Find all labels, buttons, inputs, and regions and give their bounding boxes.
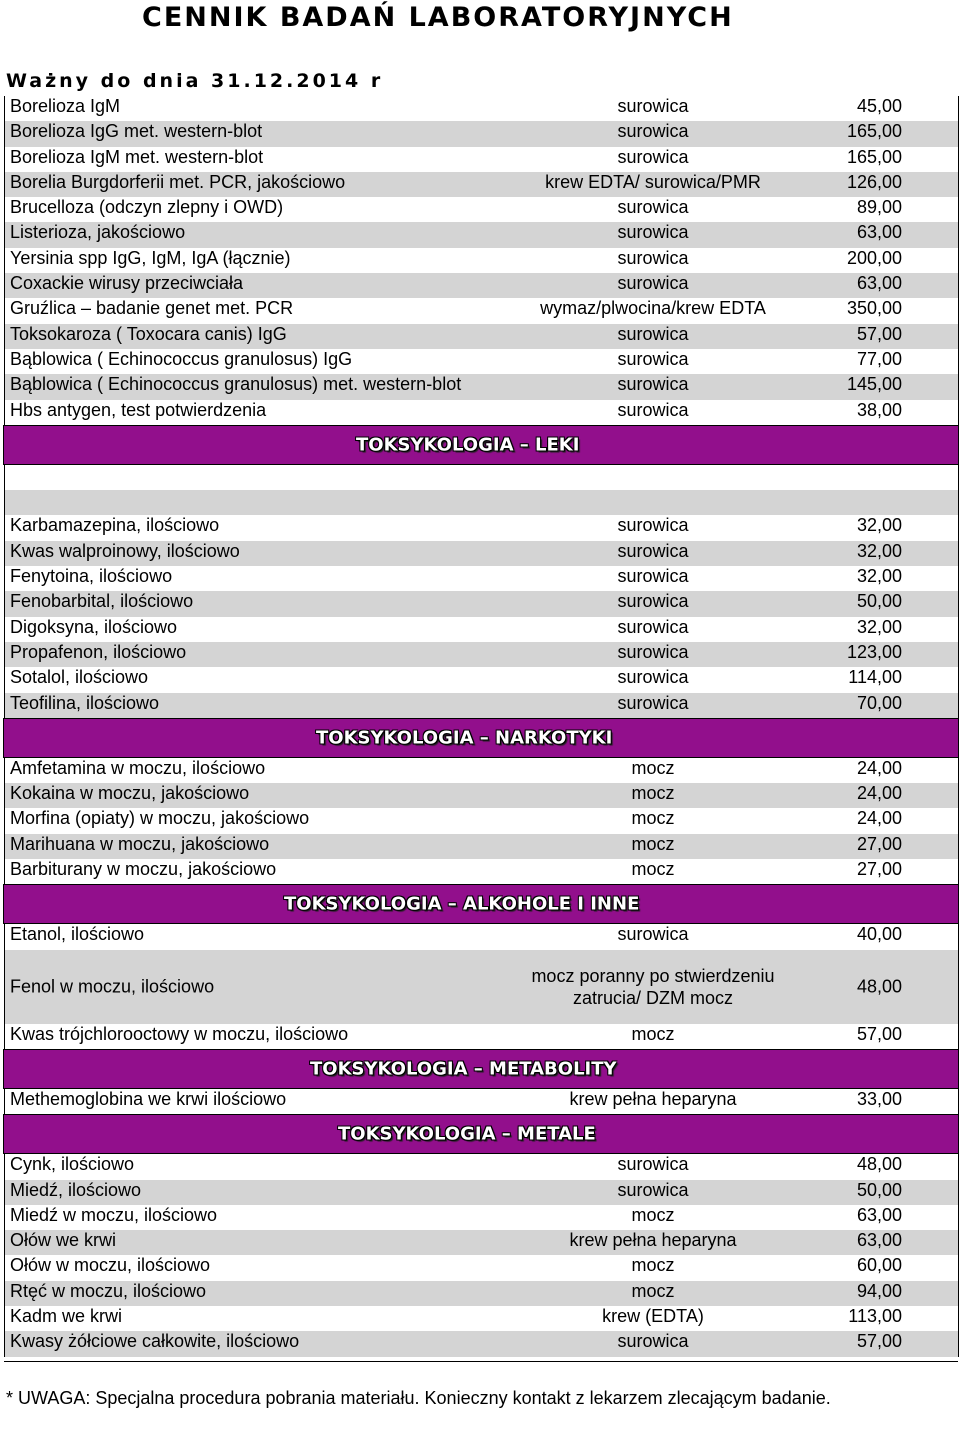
- price: 27,00: [856, 859, 902, 880]
- table-row: [4, 950, 958, 1024]
- table-row: [4, 349, 958, 374]
- section-title: TOKSYKOLOGIA – NARKOTYKI: [316, 727, 613, 749]
- test-name: Cynk, ilościowo: [10, 1154, 135, 1175]
- test-name: Ołów w moczu, ilościowo: [10, 1255, 211, 1276]
- sample-material: surowica: [617, 247, 689, 268]
- test-name: Borelioza IgG met. western-blot: [10, 121, 263, 142]
- sample-material: surowica: [617, 1179, 689, 1200]
- price: 24,00: [856, 757, 902, 778]
- sample-material: surowica: [617, 591, 689, 612]
- section-title: TOKSYKOLOGIA – METALE: [338, 1123, 596, 1145]
- table-row: [4, 1230, 958, 1255]
- price-table: [4, 96, 959, 1357]
- page-title: CENNIK BADAŃ LABORATORYJNYCH: [142, 2, 734, 33]
- sample-material: krew pełna heparyna: [569, 1088, 737, 1109]
- price: 57,00: [856, 1331, 902, 1352]
- table-row: [4, 541, 958, 566]
- sample-material: surowica: [617, 566, 689, 587]
- price: 114,00: [848, 667, 902, 688]
- table-row: [4, 147, 958, 172]
- table-row: [4, 1024, 958, 1049]
- price: 77,00: [856, 348, 902, 369]
- sample-material: surowica: [617, 1154, 689, 1175]
- price: 57,00: [856, 323, 902, 344]
- blank-row: [4, 490, 958, 515]
- table-row: [4, 273, 958, 298]
- section-header: [3, 718, 959, 758]
- price: 48,00: [856, 976, 902, 997]
- price: 165,00: [846, 121, 902, 142]
- sample-material: wymaz/plwocina/krew EDTA: [540, 298, 766, 319]
- sample-material: mocz: [631, 1255, 675, 1276]
- price: 63,00: [856, 1230, 902, 1251]
- section-header: [3, 1049, 959, 1089]
- section-title: TOKSYKOLOGIA – LEKI: [356, 434, 580, 456]
- table-row: [4, 859, 958, 884]
- test-name: Fenol w moczu, ilościowo: [10, 976, 215, 997]
- price: 63,00: [856, 1204, 902, 1225]
- test-name: Miedź w moczu, ilościowo: [10, 1204, 218, 1225]
- sample-material: surowica: [617, 692, 689, 713]
- sample-material: mocz: [631, 859, 675, 880]
- price: 145,00: [846, 374, 902, 395]
- table-row: [4, 783, 958, 808]
- test-name: Karbamazepina, ilościowo: [10, 515, 220, 536]
- sample-material: surowica: [617, 96, 689, 116]
- table-row: [4, 1180, 958, 1205]
- test-name: Yersinia spp IgG, IgM, IgA (łącznie): [10, 247, 291, 268]
- test-name: Listerioza, jakościowo: [10, 222, 186, 243]
- price: 38,00: [856, 399, 902, 420]
- price: 45,00: [856, 96, 902, 116]
- price: 350,00: [846, 298, 902, 319]
- test-name: Miedź, ilościowo: [10, 1179, 142, 1200]
- sample-material: surowica: [617, 540, 689, 561]
- test-name: Methemoglobina we krwi ilościowo: [10, 1088, 287, 1109]
- sample-material: surowica: [617, 374, 689, 395]
- test-name: Fenytoina, ilościowo: [10, 566, 173, 587]
- test-name: Sotalol, ilościowo: [10, 667, 149, 688]
- table-row: [4, 1281, 958, 1306]
- blank-row: [4, 465, 958, 490]
- test-name: Teofilina, ilościowo: [10, 692, 160, 713]
- table-row: [4, 642, 958, 667]
- test-name: Kwasy żółciowe całkowite, ilościowo: [10, 1331, 300, 1352]
- test-name: Brucelloza (odczyn zlepny i OWD): [10, 197, 284, 218]
- table-row: [4, 298, 958, 323]
- table-row: [4, 693, 958, 718]
- price: 89,00: [856, 197, 902, 218]
- table-row: [4, 1255, 958, 1280]
- price: 165,00: [846, 146, 902, 167]
- sample-material: surowica: [617, 399, 689, 420]
- test-name: Kokaina w moczu, jakościowo: [10, 783, 250, 804]
- test-name: Amfetamina w moczu, ilościowo: [10, 757, 266, 778]
- sample-material: surowica: [617, 121, 689, 142]
- section-header: [3, 1114, 959, 1154]
- table-row: [4, 374, 958, 399]
- sample-material: mocz: [631, 1204, 675, 1225]
- sample-material: mocz poranny po stwierdzeniu zatrucia/ DZM mocz: [531, 965, 775, 1008]
- footer-divider: [4, 1361, 958, 1362]
- sample-material: surowica: [617, 667, 689, 688]
- table-row: [4, 1089, 958, 1114]
- table-row: [4, 591, 958, 616]
- sample-material: surowica: [617, 616, 689, 637]
- table-row: [4, 834, 958, 859]
- price: 32,00: [856, 566, 902, 587]
- sample-material: surowica: [617, 924, 689, 945]
- test-name: Kwas trójchlorooctowy w moczu, ilościowo: [10, 1023, 349, 1044]
- price: 94,00: [856, 1280, 902, 1301]
- price: 50,00: [856, 591, 902, 612]
- table-row: [4, 1154, 958, 1179]
- price: 32,00: [856, 616, 902, 637]
- test-name: Morfina (opiaty) w moczu, jakościowo: [10, 808, 310, 829]
- table-row: [4, 808, 958, 833]
- sample-material: surowica: [617, 1331, 689, 1352]
- test-name: Kadm we krwi: [10, 1305, 123, 1326]
- table-row: [4, 121, 958, 146]
- table-row: [4, 172, 958, 197]
- price: 63,00: [856, 273, 902, 294]
- sample-material: mocz: [631, 808, 675, 829]
- test-name: Borelioza IgM: [10, 96, 121, 116]
- table-row: [4, 1205, 958, 1230]
- test-name: Ołów we krwi: [10, 1230, 117, 1251]
- price: 27,00: [856, 833, 902, 854]
- sample-material: mocz: [631, 833, 675, 854]
- section-title: TOKSYKOLOGIA – METABOLITY: [310, 1058, 617, 1080]
- price: 33,00: [856, 1088, 902, 1109]
- sample-material: surowica: [617, 273, 689, 294]
- price: 40,00: [856, 924, 902, 945]
- test-name: Digoksyna, ilościowo: [10, 616, 178, 637]
- sample-material: surowica: [617, 515, 689, 536]
- sample-material: surowica: [617, 323, 689, 344]
- sample-material: surowica: [617, 348, 689, 369]
- table-row: [4, 566, 958, 591]
- table-row: [4, 197, 958, 222]
- test-name: Coxackie wirusy przeciwciała: [10, 273, 244, 294]
- sample-material: surowica: [617, 197, 689, 218]
- sample-material: krew (EDTA): [602, 1305, 704, 1326]
- section-header: [3, 884, 959, 924]
- test-name: Bąblowica ( Echinococcus granulosus) IgG: [10, 348, 353, 369]
- table-row: [4, 924, 958, 949]
- test-name: Fenobarbital, ilościowo: [10, 591, 194, 612]
- table-row: [4, 515, 958, 540]
- test-name: Bąblowica ( Echinococcus granulosus) met. western-blot: [10, 374, 462, 395]
- price: 113,00: [848, 1305, 902, 1326]
- price: 126,00: [846, 171, 902, 192]
- table-row: [4, 400, 958, 425]
- sample-material: mocz: [631, 757, 675, 778]
- sample-material: mocz: [631, 1280, 675, 1301]
- table-row: [4, 222, 958, 247]
- test-name: Marihuana w moczu, jakościowo: [10, 833, 270, 854]
- table-row: [4, 324, 958, 349]
- test-name: Borelia Burgdorferii met. PCR, jakościowo: [10, 171, 346, 192]
- price: 32,00: [856, 540, 902, 561]
- test-name: Borelioza IgM met. western-blot: [10, 146, 264, 167]
- test-name: Hbs antygen, test potwierdzenia: [10, 399, 267, 420]
- table-row: [4, 1306, 958, 1331]
- test-name: Etanol, ilościowo: [10, 924, 145, 945]
- sample-material: surowica: [617, 222, 689, 243]
- test-name: Rtęć w moczu, ilościowo: [10, 1280, 207, 1301]
- test-name: Gruźlica – badanie genet met. PCR: [10, 298, 294, 319]
- test-name: Barbiturany w moczu, jakościowo: [10, 859, 277, 880]
- table-row: [4, 617, 958, 642]
- price: 60,00: [856, 1255, 902, 1276]
- table-row: [4, 96, 958, 121]
- test-name: Kwas walproinowy, ilościowo: [10, 540, 240, 561]
- price: 24,00: [856, 783, 902, 804]
- price: 123,00: [846, 641, 902, 662]
- price: 32,00: [856, 515, 902, 536]
- table-row: [4, 758, 958, 783]
- price: 63,00: [856, 222, 902, 243]
- footnote: * UWAGA: Specjalna procedura pobrania materiału. Konieczny kontakt z lekarzem zlecającym badanie.: [6, 1388, 831, 1408]
- table-row: [4, 248, 958, 273]
- price: 57,00: [856, 1023, 902, 1044]
- sample-material: krew pełna heparyna: [569, 1230, 737, 1251]
- section-title: TOKSYKOLOGIA – ALKOHOLE I INNE: [284, 893, 640, 915]
- test-name: Propafenon, ilościowo: [10, 641, 187, 662]
- sample-material: mocz: [631, 1023, 675, 1044]
- table-row: [4, 1331, 958, 1356]
- sample-material: mocz: [631, 783, 675, 804]
- price: 48,00: [856, 1154, 902, 1175]
- price: 70,00: [856, 692, 902, 713]
- sample-material: surowica: [617, 146, 689, 167]
- section-header: [3, 425, 959, 465]
- table-row: [4, 667, 958, 692]
- valid-until: Ważny do dnia 31.12.2014 r: [6, 70, 384, 92]
- price: 200,00: [846, 247, 902, 268]
- sample-material: surowica: [617, 641, 689, 662]
- price: 50,00: [856, 1179, 902, 1200]
- test-name: Toksokaroza ( Toxocara canis) IgG: [10, 323, 287, 344]
- sample-material: krew EDTA/ surowica/PMR: [545, 171, 761, 192]
- price: 24,00: [856, 808, 902, 829]
